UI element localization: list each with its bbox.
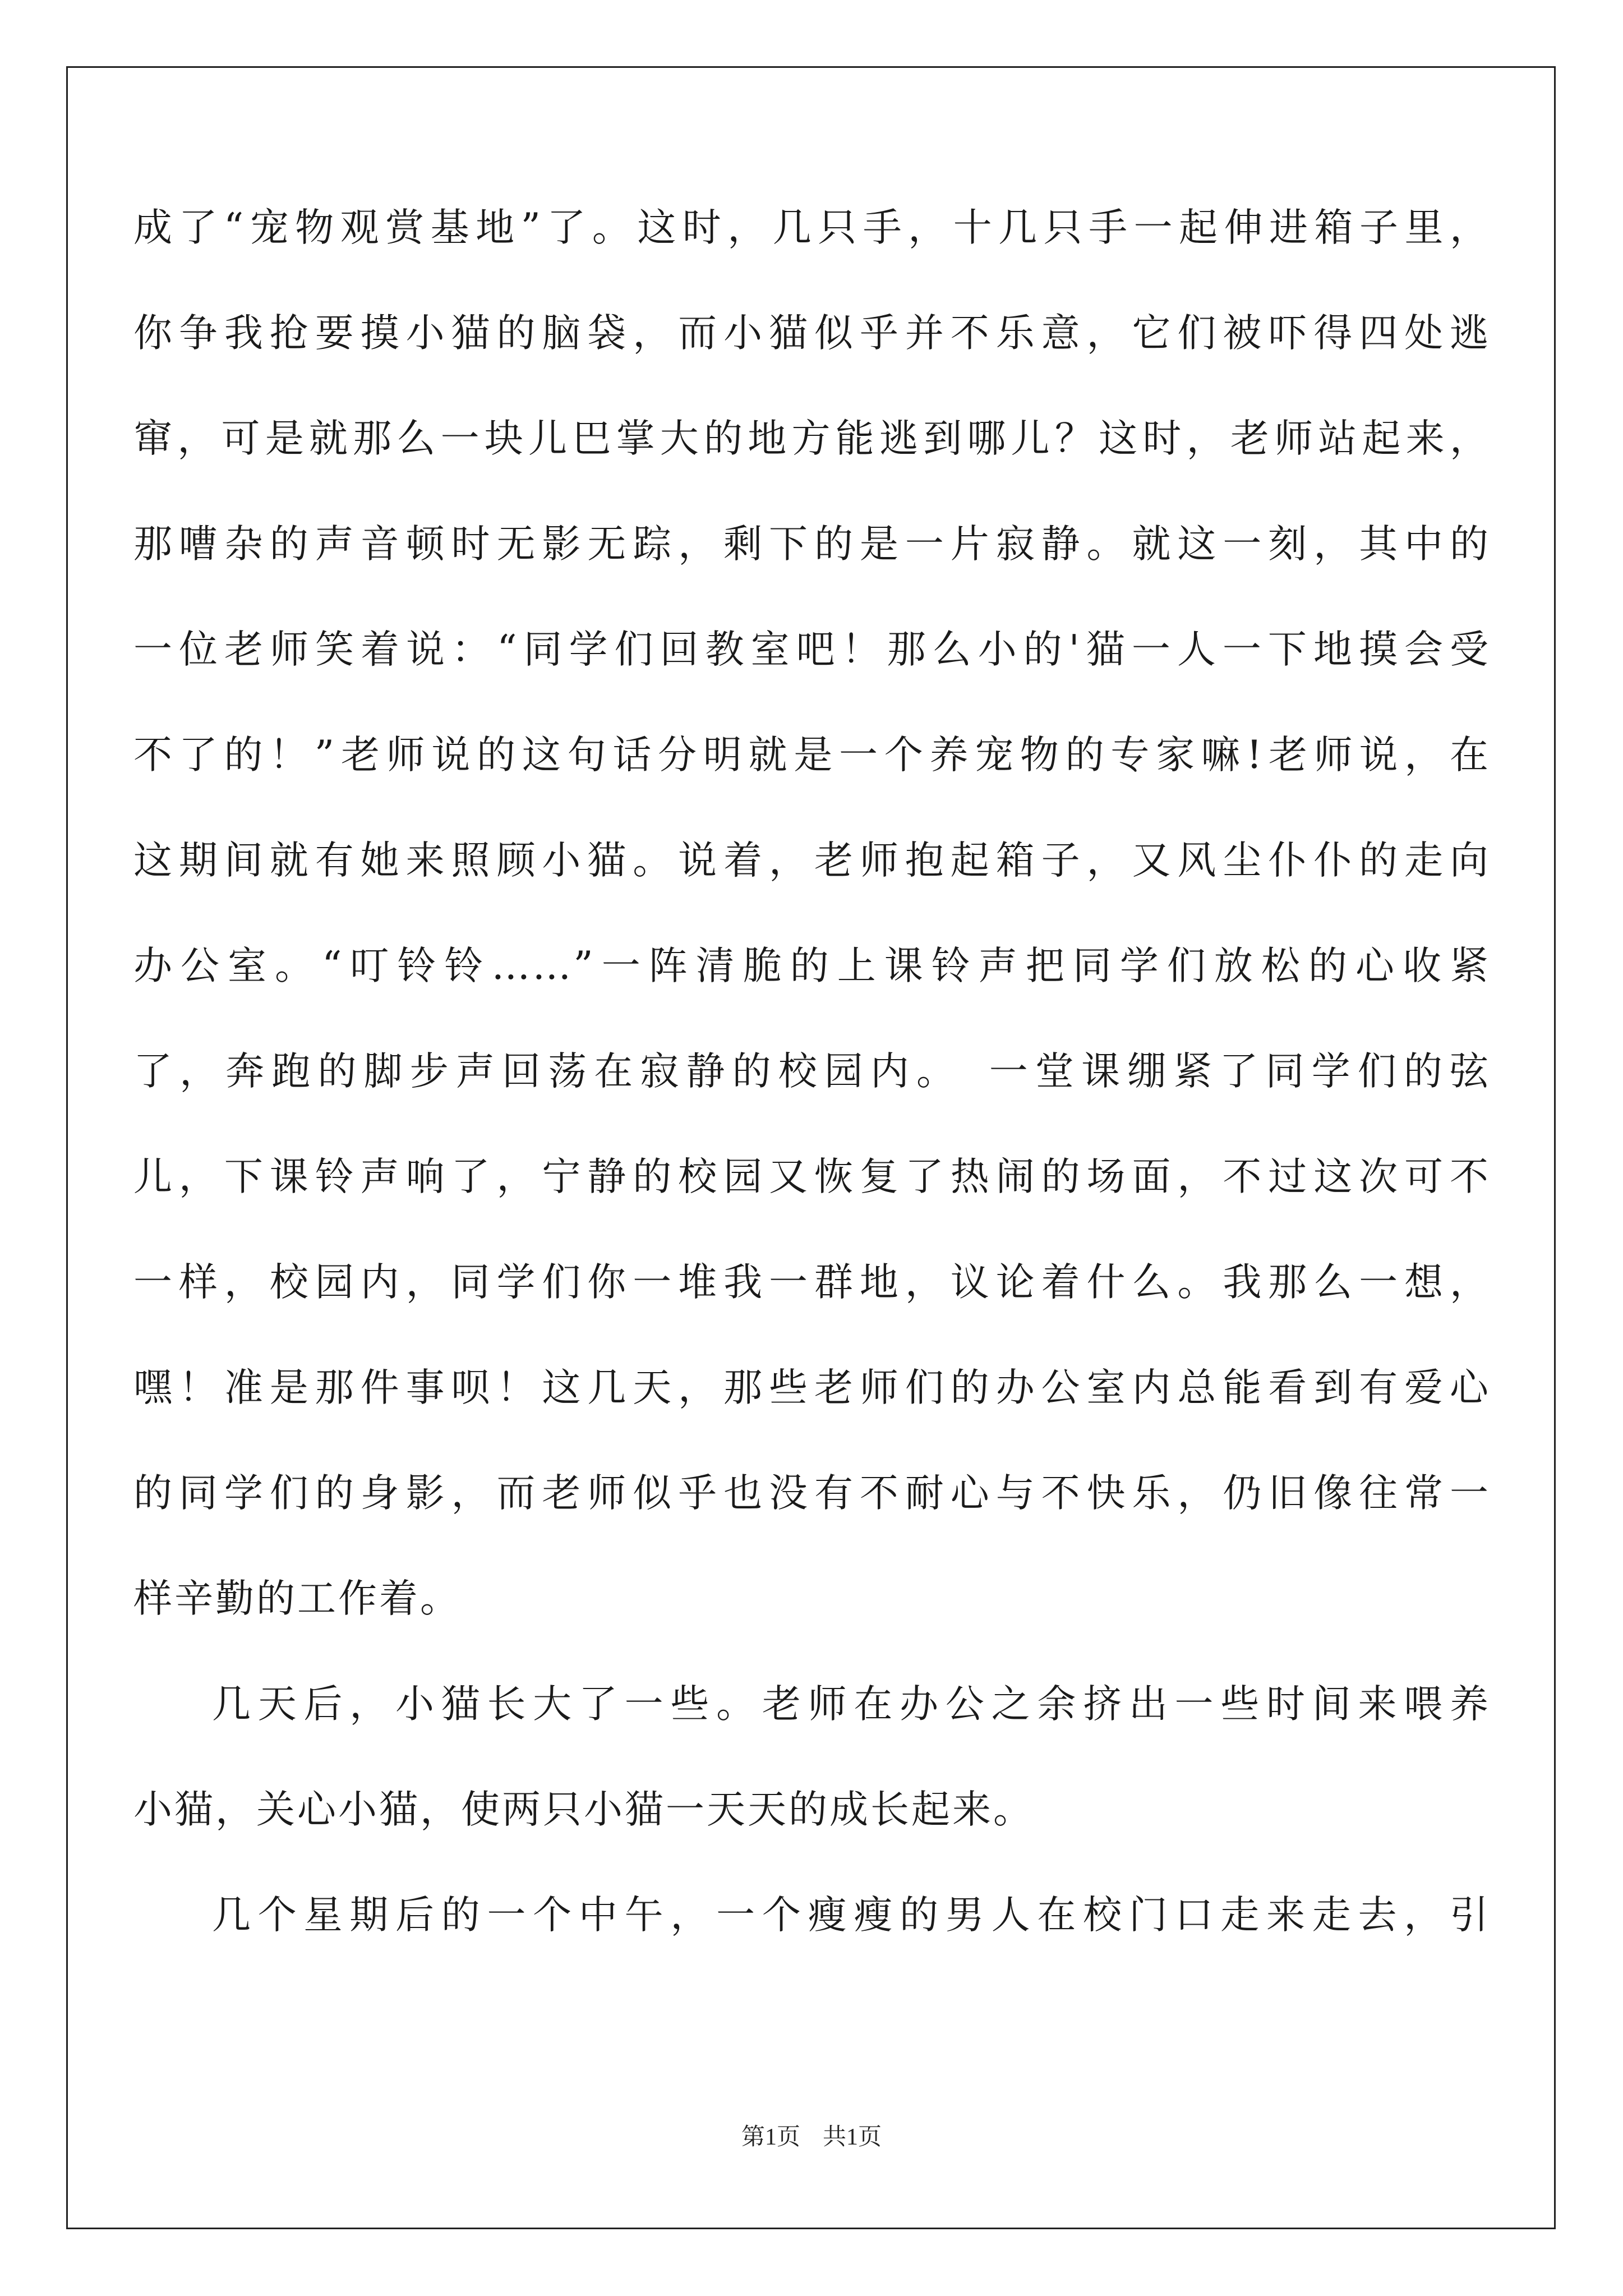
page-footer [0, 2120, 1623, 2154]
text-line-10: 儿，下课铃声响了，宁静的校园又恢复了热闹的场面，不过这次可不 [133, 1154, 1491, 1199]
text-line-7: 这期间就有她来照顾小猫。说着，老师抱起箱子，又风尘仆仆的走向 [133, 838, 1491, 883]
page-total: 共1页 [823, 2124, 882, 2150]
document-body [133, 175, 1491, 1968]
text-line-17: 几个星期后的一个中午，一个瘦瘦的男人在校门口走来走去，引 [212, 1893, 1491, 1938]
page-number: 第1页 [741, 2124, 800, 2150]
text-line-16: 小猫，关心小猫，使两只小猫一天天的成长起来。 [133, 1787, 1034, 1832]
text-line-4: 那嘈杂的声音顿时无影无踪，剩下的是一片寂静。就这一刻，其中的 [133, 522, 1491, 567]
text-line-11: 一样，校园内，同学们你一堆我一群地，议论着什么。我那么一想， [133, 1260, 1491, 1305]
text-line-5: 一位老师笑着说：“同学们回教室吧！那么小的'猫一人一下地摸会受 [133, 627, 1491, 672]
text-line-2: 你争我抢要摸小猫的脑袋，而小猫似乎并不乐意，它们被吓得四处逃 [133, 311, 1491, 356]
text-line-15: 几天后，小猫长大了一些。老师在办公之余挤出一些时间来喂养 [212, 1682, 1491, 1727]
text-line-13: 的同学们的身影，而老师似乎也没有不耐心与不快乐，仍旧像往常一 [133, 1471, 1491, 1516]
text-line-8: 办公室。“叮铃铃……”一阵清脆的上课铃声把同学们放松的心收紧 [133, 944, 1491, 988]
text-line-3: 窜，可是就那么一块儿巴掌大的地方能逃到哪儿？这时，老师站起来， [133, 416, 1491, 461]
text-line-9: 了，奔跑的脚步声回荡在寂静的校园内。 一堂课绷紧了同学们的弦 [133, 1049, 1491, 1094]
text-line-6: 不了的！”老师说的这句话分明就是一个养宠物的专家嘛!老师说，在 [133, 733, 1491, 777]
text-line-14: 样辛勤的工作着。 [133, 1576, 461, 1621]
text-line-12: 嘿！准是那件事呗！这几天，那些老师们的办公室内总能看到有爱心 [133, 1365, 1491, 1410]
text-line-1: 成了“宠物观赏基地”了。这时，几只手，十几只手一起伸进箱子里， [133, 205, 1491, 250]
